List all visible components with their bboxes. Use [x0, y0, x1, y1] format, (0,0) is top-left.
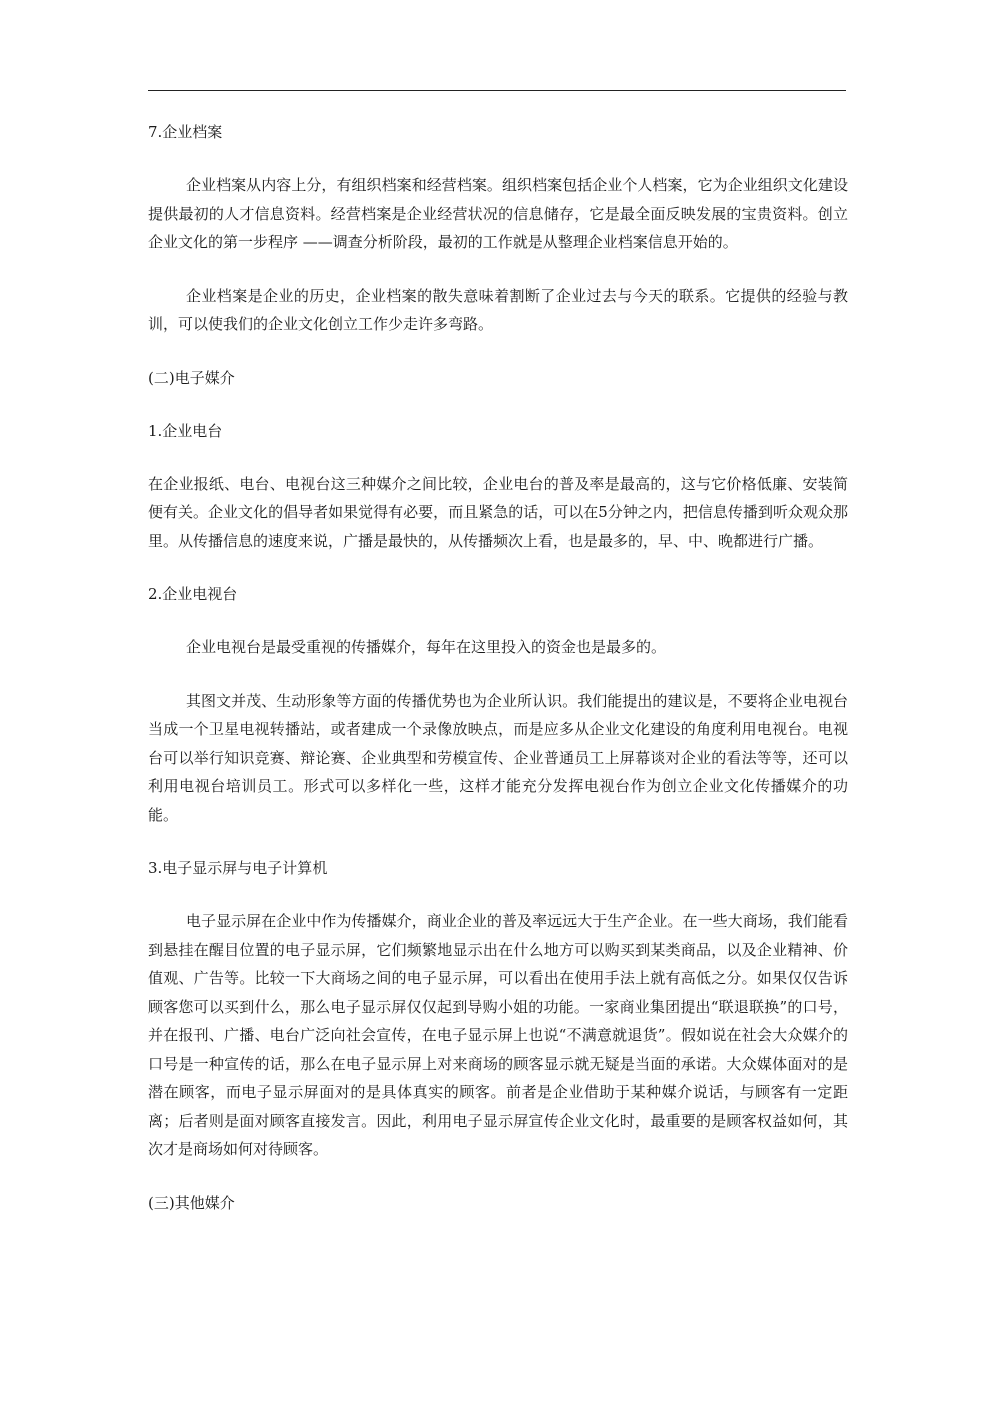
section-heading-enterprise-tv: 2.企业电视台 [148, 585, 238, 603]
paragraph-tv-advantages: 其图文并茂、生动形象等方面的传播优势也为企业所认识。我们能提出的建议是，不要将企业电视台当成一个卫星电视转播站，或者建成一个录像放映点，而是应多从企业文化建设的角度利用电视台。电视台可以举行知识竞赛、辩论赛、企业典型和劳模宣传、企业普通员工上屏幕谈对企业的看法等等，还可以利用电视台培训员工。形式可以多样化一些，这样才能充分发挥电视台作为创立企业文化传播媒介的功能。 [148, 691, 848, 824]
section-heading-other-media: (三)其他媒介 [148, 1193, 235, 1212]
section-heading-enterprise-radio: 1.企业电台 [148, 421, 223, 440]
paragraph-archives-history: 企业档案是企业的历史，企业档案的散失意味着割断了企业过去与今天的联系。它提供的经验与教训，可以使我们的企业文化创立工作少走许多弯路。 [148, 286, 848, 333]
paragraph-tv-investment: 企业电视台是最受重视的传播媒介，每年在这里投入的资金也是最多的。 [186, 638, 667, 656]
paragraph-archives-content: 企业档案从内容上分，有组织档案和经营档案。组织档案包括企业个人档案，它为企业组织文化建设提供最初的人才信息资料。经营档案是企业经营状况的信息储存，它是最全面反映发展的宝贵资料。创立企业文化的第一步程序 ——调查分析阶段，最初的工作就是从整理企业档案信息开始的。 [148, 176, 848, 251]
header-rule [148, 90, 846, 91]
document-body [148, 118, 848, 1242]
section-heading-display-computer: 3.电子显示屏与电子计算机 [148, 859, 328, 877]
paragraph-radio: 在企业报纸、电台、电视台这三种媒介之间比较，企业电台的普及率是最高的，这与它价格低廉、安装简便有关。企业文化的倡导者如果觉得有必要，而且紧急的话，可以在5分钟之内，把信息传播到听众观众那里。从传播信息的速度来说，广播是最快的，从传播频次上看，也是最多的，早、中、晚都进行广播。 [148, 474, 848, 550]
section-heading-enterprise-archives: 7.企业档案 [148, 123, 223, 141]
paragraph-display-screen: 电子显示屏在企业中作为传播媒介，商业企业的普及率远远大于生产企业。在一些大商场，我们能看到悬挂在醒目位置的电子显示屏，它们频繁地显示出在什么地方可以购买到某类商品，以及企业精神、价值观、广告等。比较一下大商场之间的电子显示屏，可以看出在使用手法上就有高低之分。如果仅仅告诉顾客您可以买到什么，那么电子显示屏仅仅起到导购小姐的功能。一家商业集团提出“联退联换”的口号，并在报刊、广播、电台广泛向社会宣传，在电子显示屏上也说“不满意就退货”。假如说在社会大众媒介的口号是一种宣传的话，那么在电子显示屏上对来商场的顾客显示就无疑是当面的承诺。大众媒体面对的是潜在顾客，而电子显示屏面对的是具体真实的顾客。前者是企业借助于某种媒介说话，与顾客有一定距离；后者则是面对顾客直接发言。因此，利用电子显示屏宣传企业文化时，最重要的是顾客权益如何，其次才是商场如何对待顾客。 [148, 912, 848, 1158]
section-heading-electronic-media: (二)电子媒介 [148, 368, 235, 387]
